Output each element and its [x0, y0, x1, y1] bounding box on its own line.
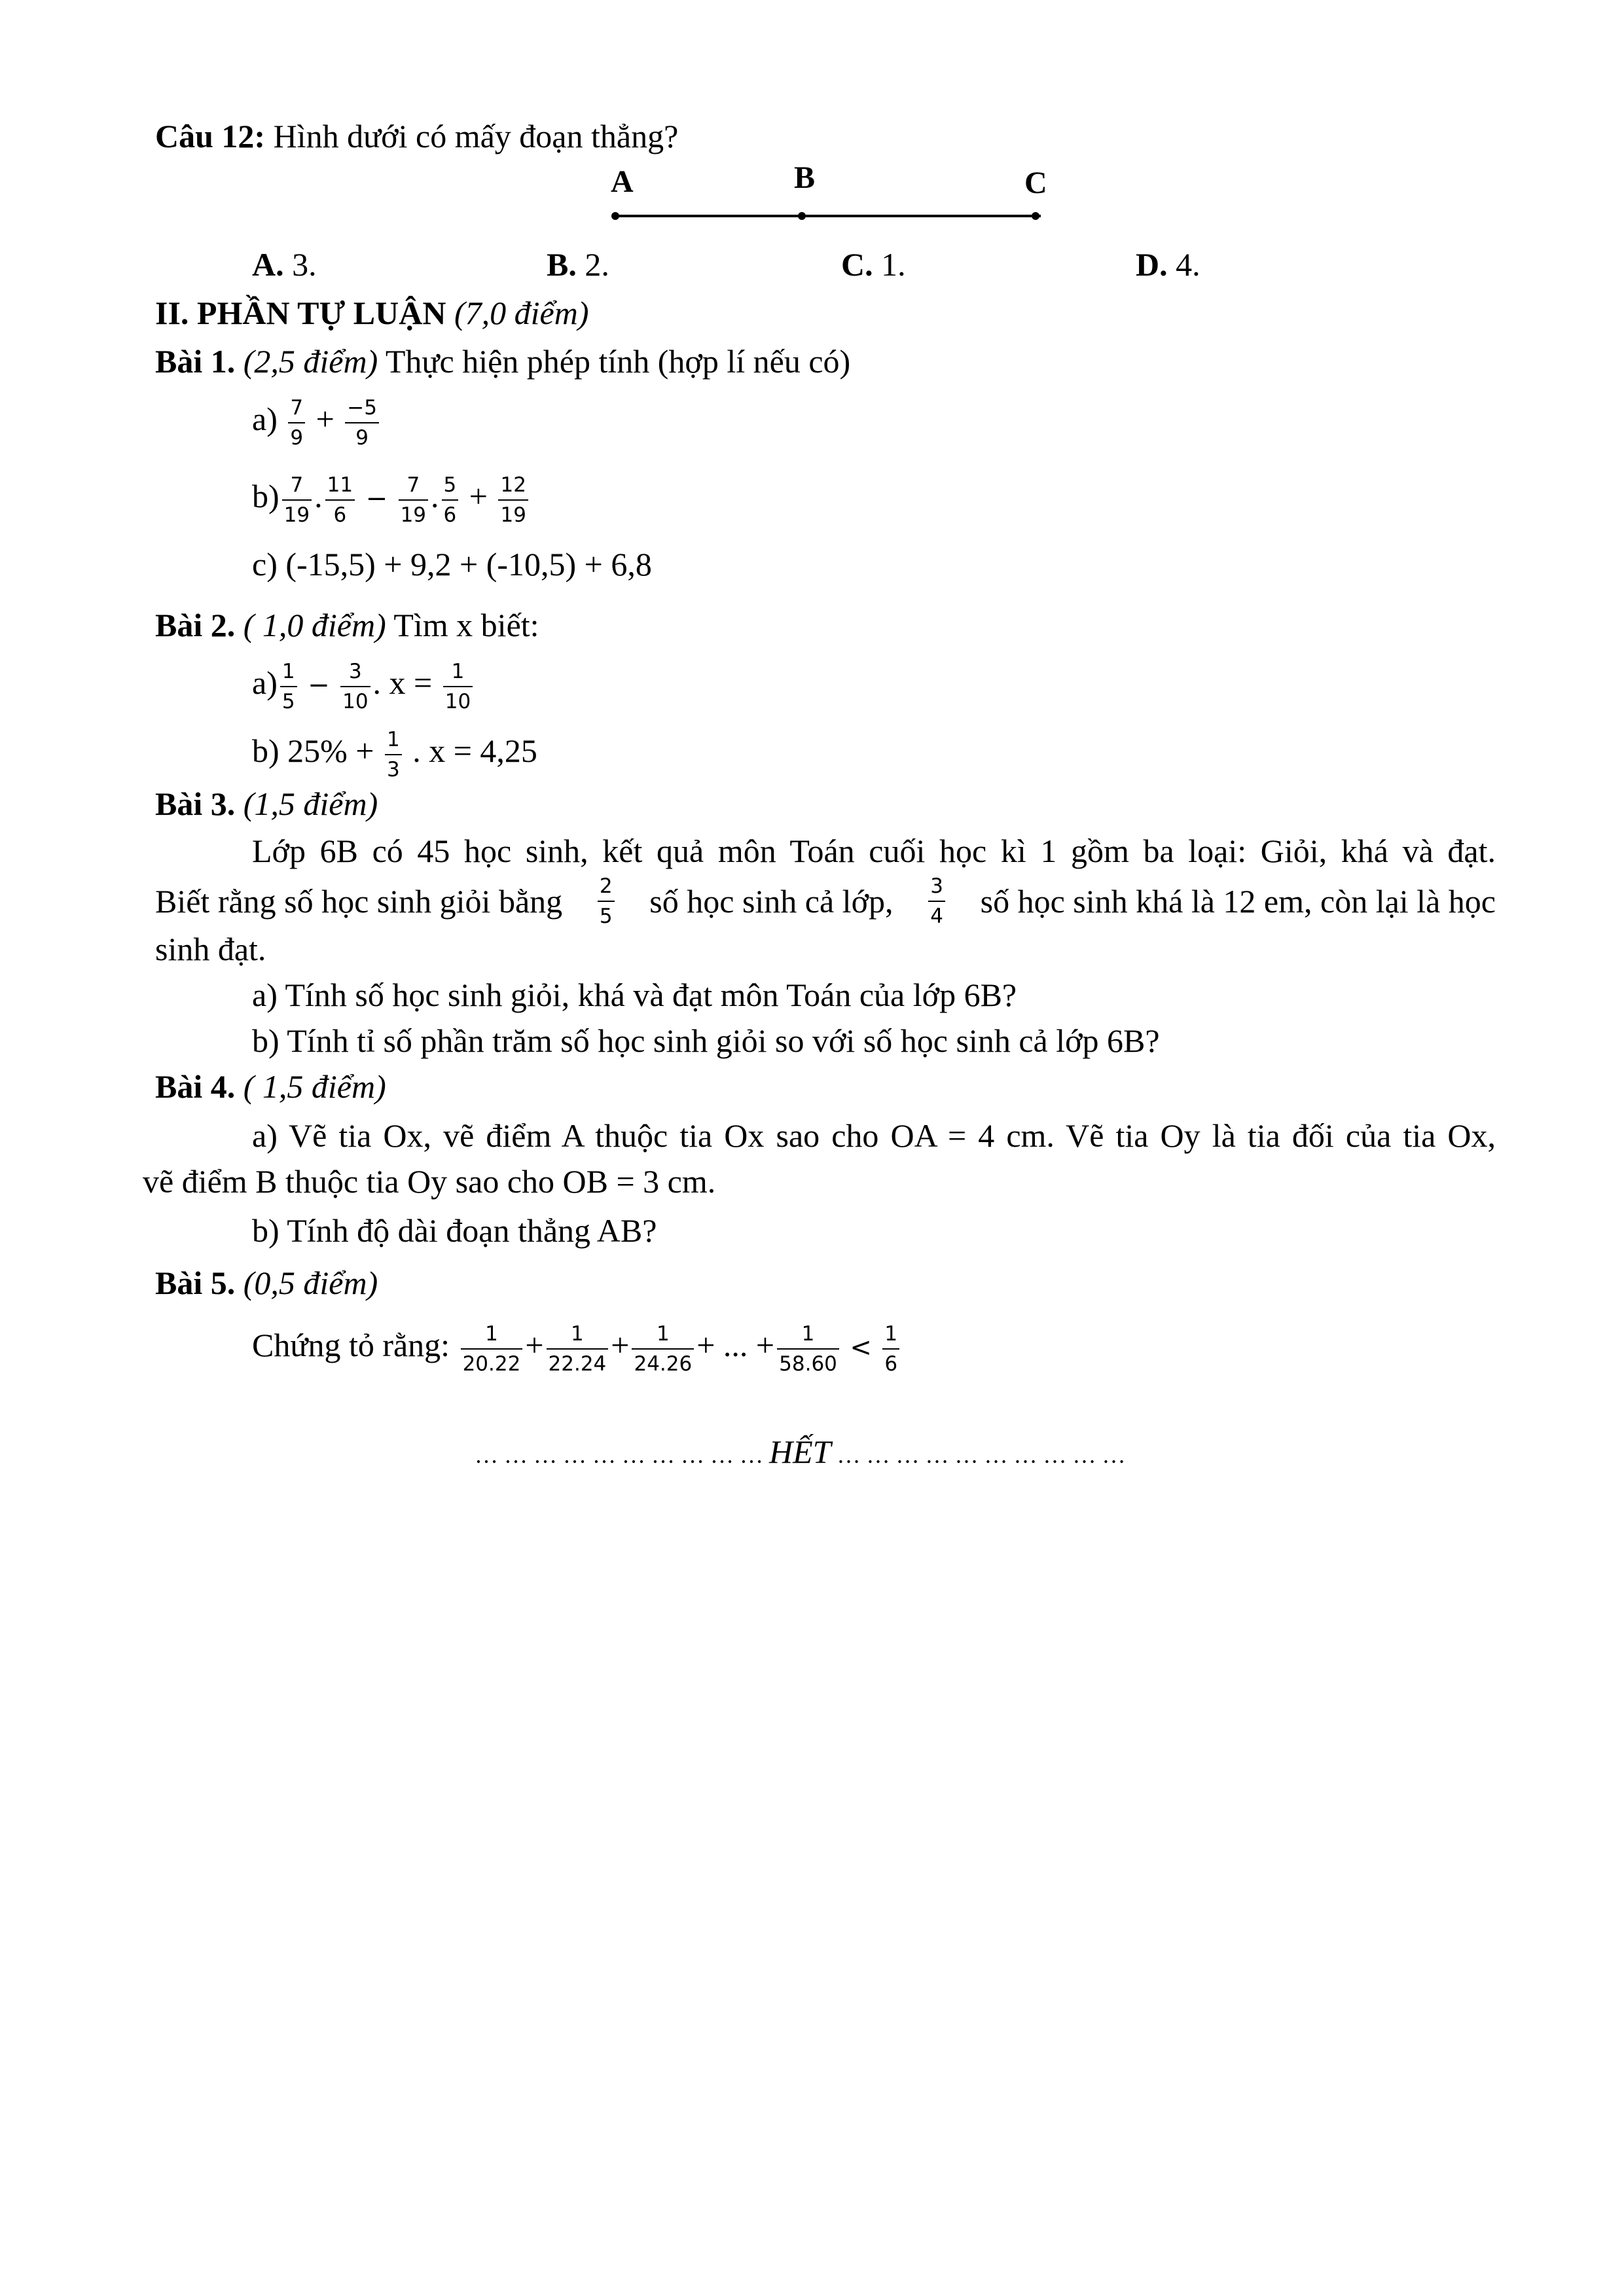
bai5-heading: [155, 1263, 378, 1302]
numerator: 1: [280, 659, 297, 687]
bai1-c: c) (-15,5) + 9,2 + (-10,5) + 6,8: [252, 546, 652, 583]
numerator: 5: [442, 473, 459, 501]
denominator: 20.22: [462, 1352, 521, 1376]
fraction: [282, 473, 312, 528]
fraction: [882, 1321, 899, 1376]
bai4-b: b) Tính độ dài đoạn thẳng AB?: [252, 1212, 657, 1249]
bai2-heading: [155, 605, 539, 645]
denominator: 10: [342, 689, 369, 713]
bai2-a: [252, 656, 475, 714]
segment-figure: [609, 160, 1067, 229]
bai1-a: [252, 393, 382, 450]
end-dots-right: … … … … … … … … … …: [837, 1442, 1126, 1468]
operator: +: [469, 478, 488, 514]
bai2-points: ( 1,0 điểm): [243, 607, 386, 643]
ellipsis: + ... +: [696, 1327, 775, 1363]
end-marker: [475, 1432, 1125, 1475]
denominator: 3: [387, 757, 400, 781]
bai2-a-prefix: a): [252, 664, 278, 701]
denominator: 19: [500, 503, 526, 527]
numerator: 3: [928, 874, 945, 902]
bai4-label: Bài 4.: [155, 1068, 236, 1105]
bai1-heading: [155, 342, 850, 381]
bai3-text-part1: Biết rằng số học sinh giỏi bằng: [155, 883, 563, 920]
option-a: [252, 245, 317, 284]
denominator: 6: [333, 503, 347, 527]
fraction: [280, 659, 297, 714]
operator: −: [365, 484, 388, 514]
bai2-b-suffix: . x = 4,25: [412, 732, 537, 769]
bai2-b-prefix: b) 25% +: [252, 732, 374, 769]
bai2-text: Tìm x biết:: [393, 607, 539, 643]
bai3-a: a) Tính số học sinh giỏi, khá và đạt môn Toán của lớp 6B?: [252, 977, 1017, 1013]
fraction: [325, 473, 355, 528]
denominator: 6: [884, 1352, 898, 1376]
denominator: 5: [281, 689, 295, 713]
bai1-points: (2,5 điểm): [243, 343, 378, 380]
fraction: [498, 473, 528, 528]
option-b-value: 2.: [585, 246, 609, 283]
option-c-key: C.: [841, 246, 873, 283]
bai5-label: Bài 5.: [155, 1265, 236, 1301]
bai3-paragraph-line1: Lớp 6B có 45 học sinh, kết quả môn Toán cuối học kì 1 gồm ba loại: Giỏi, khá và đạt.: [252, 833, 1496, 869]
numerator: 1: [385, 727, 402, 755]
bai3-heading: [155, 784, 378, 823]
denominator: 5: [599, 905, 613, 928]
fraction: [443, 659, 473, 714]
numerator: 7: [282, 473, 312, 501]
denominator: 9: [290, 425, 304, 450]
numerator: 1: [882, 1321, 899, 1350]
fraction: [345, 395, 379, 450]
fraction: [442, 473, 459, 528]
bai3-paragraph-line3: sinh đạt.: [155, 931, 266, 967]
denominator: 19: [283, 503, 310, 527]
numerator: 7: [399, 473, 428, 501]
numerator: 1: [547, 1321, 609, 1350]
bai3-text-part3: số học sinh khá là 12 em, còn lại là học: [980, 883, 1496, 920]
fraction: [598, 874, 615, 929]
bai1-b: b) $\frac{7}{19}$ . $\frac{11}{6}$ − $\frac{7}{19}$ . $\frac{5}{6}$ + $\frac{12}{19}$: [252, 470, 531, 528]
denominator: 24.26: [634, 1352, 693, 1376]
denominator: 6: [443, 503, 457, 527]
less-than: <: [850, 1333, 872, 1363]
operator: −: [308, 670, 330, 700]
numerator: 1: [461, 1321, 523, 1350]
segment-line: [609, 164, 1067, 229]
fraction: [928, 874, 945, 929]
fraction: [399, 473, 428, 528]
numerator: 3: [340, 659, 370, 687]
part2-title: II. PHẦN TỰ LUẬN: [155, 295, 446, 331]
numerator: 2: [598, 874, 615, 902]
bai3-text-part2: số học sinh cả lớp,: [649, 883, 893, 920]
part2-points: (7,0 điểm): [454, 295, 589, 331]
bai1-label: Bài 1.: [155, 343, 236, 380]
denominator: 4: [930, 905, 943, 928]
option-d-value: 4.: [1176, 246, 1200, 283]
option-a-value: 3.: [292, 246, 317, 283]
bai3-paragraph-line2: [155, 874, 1496, 929]
option-d: [1136, 245, 1200, 284]
bai4-a-line2: vẽ điểm B thuộc tia Oy sao cho OB = 3 cm.: [143, 1163, 716, 1200]
bai1-b-prefix: b): [252, 478, 280, 514]
bai3-b: b) Tính tỉ số phần trăm số học sinh giỏi so với số học sinh cả lớp 6B?: [252, 1022, 1160, 1059]
fraction: [340, 659, 370, 714]
operator: +: [316, 401, 334, 437]
numerator: 7: [288, 395, 305, 423]
fraction: [632, 1321, 694, 1376]
question-12-text: Hình dưới có mấy đoạn thẳng?: [273, 118, 679, 154]
numerator: 1: [777, 1321, 839, 1350]
question-12-label: Câu 12:: [155, 118, 266, 154]
bai5-prefix: Chứng tỏ rằng:: [252, 1327, 450, 1363]
bai4-heading: [155, 1067, 386, 1106]
point-a-label: A: [611, 164, 634, 199]
point-c-label: C: [1024, 166, 1047, 200]
bai3-points: (1,5 điểm): [243, 785, 378, 822]
fraction: [461, 1321, 523, 1376]
option-b-key: B.: [547, 246, 577, 283]
numerator: 1: [443, 659, 473, 687]
numerator: 1: [632, 1321, 694, 1350]
bai2-b: [252, 725, 537, 782]
end-word: HẾT: [769, 1433, 831, 1470]
fraction: [547, 1321, 609, 1376]
bai1-a-prefix: a): [252, 401, 278, 437]
option-c: [841, 245, 906, 284]
option-b: [547, 245, 609, 284]
bai4-a-line1: a) Vẽ tia Ox, vẽ điểm A thuộc tia Ox sao cho OA = 4 cm. Vẽ tia Oy là tia đối của tia Ox,: [252, 1117, 1496, 1154]
fraction: [288, 395, 305, 450]
fraction: [777, 1321, 839, 1376]
equation-middle: . x =: [372, 664, 433, 701]
bai1-text: Thực hiện phép tính (hợp lí nếu có): [385, 343, 851, 380]
bai2-label: Bài 2.: [155, 607, 236, 643]
numerator: 12: [498, 473, 528, 501]
question-12: [155, 117, 678, 156]
denominator: 9: [355, 425, 369, 450]
part2-heading: [155, 293, 588, 332]
end-dots-left: … … … … … … … … … …: [475, 1442, 763, 1468]
bai5-inequality: Chứng tỏ rằng: $\frac{1}{20.22}$ + $\frac{1}{22.24}$ + $\frac{1}{24.26}$ + ... + $\frac{1}{58.60}$ < $\frac{1}{6}$: [252, 1316, 902, 1377]
fraction: [385, 727, 402, 782]
option-c-value: 1.: [881, 246, 906, 283]
numerator: 11: [325, 473, 355, 501]
denominator: 58.60: [779, 1352, 837, 1376]
option-a-key: A.: [252, 246, 284, 283]
denominator: 22.24: [548, 1352, 607, 1376]
bai3-label: Bài 3.: [155, 785, 236, 822]
denominator: 10: [444, 689, 471, 713]
denominator: 19: [400, 503, 427, 527]
bai5-points: (0,5 điểm): [243, 1265, 378, 1301]
bai4-points: ( 1,5 điểm): [243, 1068, 386, 1105]
numerator: −5: [345, 395, 379, 423]
point-b-label: B: [794, 160, 816, 195]
option-d-key: D.: [1136, 246, 1168, 283]
